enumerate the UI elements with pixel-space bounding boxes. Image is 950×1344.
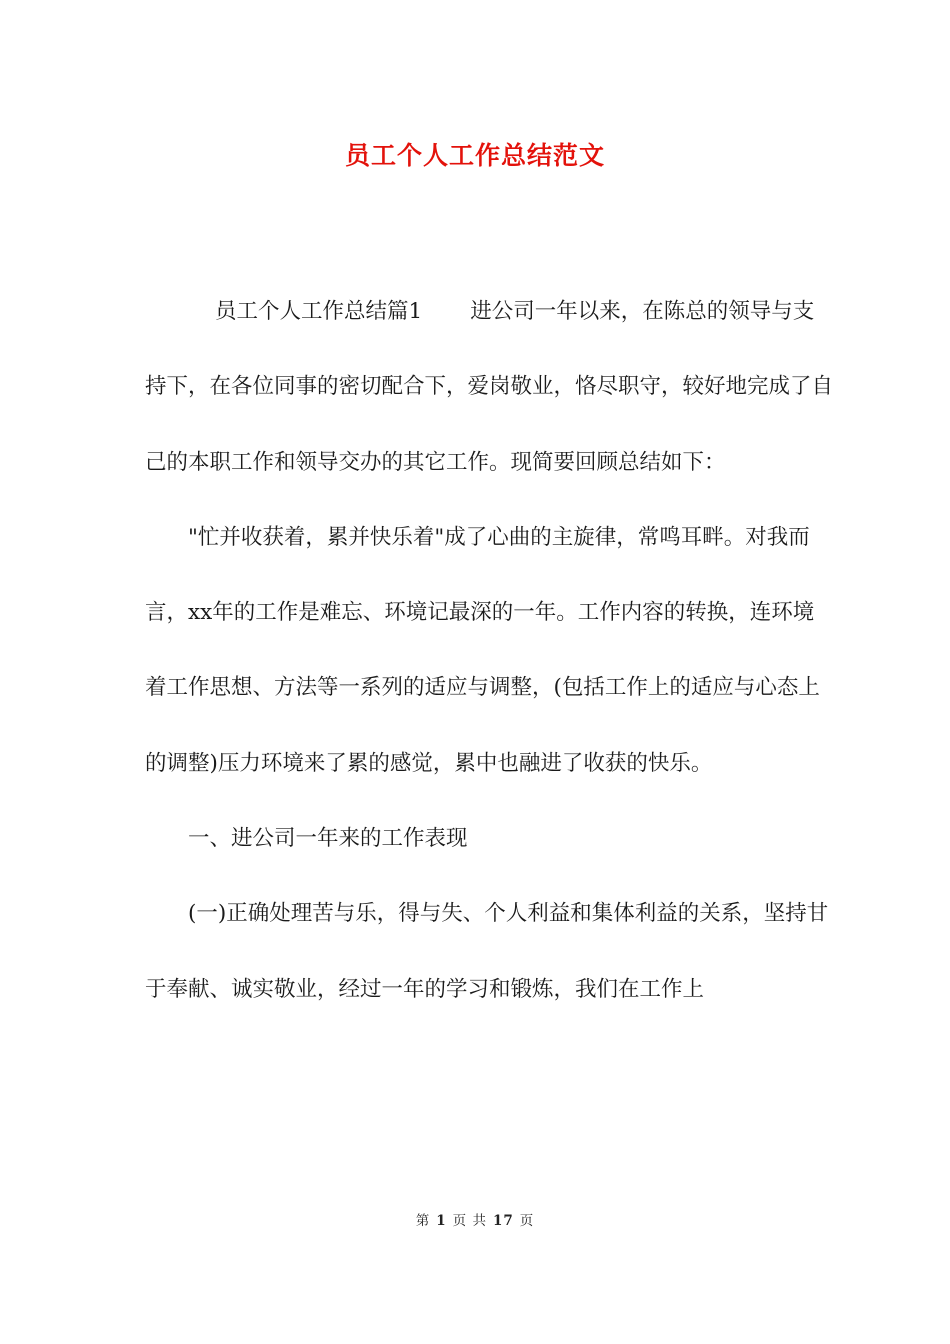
section-heading-1: 一、进公司一年来的工作表现 [188,826,468,852]
footer-current-page: 1 [436,1213,447,1229]
document-title: 员工个人工作总结范文 [344,141,605,170]
paragraph-intro [145,274,835,500]
footer-suffix: 页 [519,1213,535,1229]
paragraph-2: "忙并收获着，累并快乐着"成了心曲的主旋律，常鸣耳畔。对我而言，xx年的工作是难忘、环境记最深的一年。工作内容的转换，连环境着工作思想、方法等一系列的适应与调整，(包括工作上的适应与心态上的调整)压力环境来了累的感觉，累中也融进了收获的快乐。 [145,524,820,776]
page-footer [0,1209,950,1229]
document-body [145,274,835,1027]
footer-total-pages: 17 [492,1213,514,1229]
footer-prefix: 第 [415,1213,431,1229]
paragraph-intro-text: 进公司一年以来，在陈总的领导与支持下，在各位同事的密切配合下，爱岗敬业，恪尽职守，较好地完成了自己的本职工作和领导交办的其它工作。现简要回顾总结如下： [145,299,834,475]
paragraph-4: (一)正确处理苦与乐，得与失、个人利益和集体利益的关系，坚持甘于奉献、诚实敬业，经过一年的学习和锻炼，我们在工作上 [145,901,829,1002]
footer-middle: 页 共 [452,1213,487,1229]
section-heading: 员工个人工作总结篇1 [215,299,423,324]
